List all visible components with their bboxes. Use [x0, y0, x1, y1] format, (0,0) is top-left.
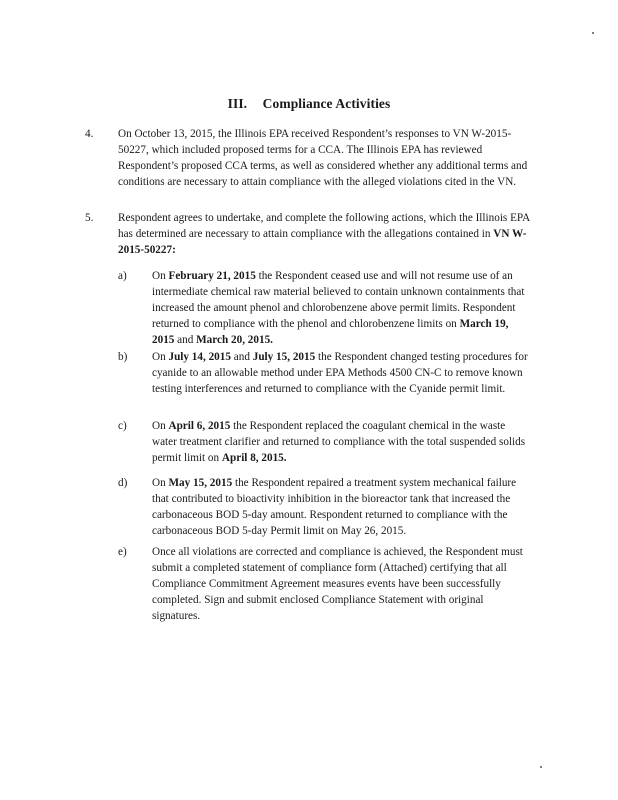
subitem-label: b) [118, 351, 128, 363]
subitem-label: d) [118, 477, 128, 489]
text-run-bold: April 8, 2015. [221, 452, 287, 465]
text-run-bold: July 14, 2015 [168, 351, 231, 363]
paragraph-text [118, 126, 530, 190]
text-run: the Respondent ceased use and will not resume use of an intermediate chemical raw material believed to contain unknown containments that increased the amount phenol and chlorobenzene above permit limits. Respondent returned to compliance with the phenol and chlorobenzene limits on [152, 270, 525, 331]
text-run: On [152, 420, 169, 432]
paragraph-text [118, 210, 530, 258]
text-run: On [152, 477, 169, 489]
paragraph-number: 5. [85, 212, 94, 224]
text-run: and [230, 351, 253, 363]
text-run: Respondent agrees to undertake, and complete the following actions, which the Illinois EPA has determined are necessary to attain compliance with the allegations contained in [118, 212, 530, 241]
section-heading [0, 96, 618, 112]
text-run: Once all violations are corrected and compliance is achieved, the Respondent must submit a completed statement of compliance form (Attached) certifying that all Compliance Commitment Agreement measures events have been successfully completed. Sign and submit enclosed Compliance Statement with original signatures. [152, 546, 523, 623]
subitem-label: c) [118, 420, 127, 432]
text-run-bold: July 15, 2015 [252, 351, 316, 363]
text-run-bold: VN W-2015-50227: [118, 228, 527, 257]
text-run: On October 13, 2015, the Illinois EPA received Respondent’s responses to VN W-2015-50227, which included proposed terms for a CCA. The Illinois EPA has reviewed Respondent’s proposed CCA terms, as well as considered whether any additional terms and conditions are necessary to attain compliance with the alleged violations cited in the VN. [118, 128, 528, 189]
subitem-text [152, 418, 532, 466]
text-run: the Respondent changed testing procedures for cyanide to an allowable method under EPA Methods 4500 CN-C to remove known testing interferences and returned to compliance with the Cyanide permit limit. [152, 351, 528, 396]
text-run-bold: March 20, 2015. [196, 334, 273, 347]
section-title: Compliance Activities [262, 96, 391, 111]
text-run-bold: February 21, 2015 [168, 270, 256, 282]
subitem-text [152, 349, 532, 397]
text-run-bold: April 6, 2015 [168, 420, 231, 432]
text-run-bold: March 19, 2015 [152, 318, 509, 347]
text-run: On [152, 351, 169, 363]
subitem-text [152, 268, 532, 348]
subitem-label: e) [118, 546, 127, 558]
scan-speck [592, 32, 594, 34]
subitem-label: a) [118, 270, 127, 282]
text-run: the Respondent repaired a treatment system mechanical failure that contributed to bioactivity inhibition in the bioreactor tank that increased the carbonaceous BOD 5-day amount. Respondent returned to compliance with the carbonaceous BOD 5-day Permit limit on May 26, 2015. [152, 477, 517, 538]
text-run-bold: May 15, 2015 [168, 477, 233, 489]
subitem-text [152, 475, 532, 539]
paragraph-number: 4. [85, 128, 94, 140]
text-run: and [174, 334, 197, 347]
text-run: On [152, 270, 169, 282]
text-run: the Respondent replaced the coagulant chemical in the waste water treatment clarifier and returned to compliance with the total suspended solids permit limit on [152, 420, 526, 465]
subitem-text [152, 544, 532, 624]
section-number: III. [227, 96, 248, 111]
scan-speck [540, 766, 542, 768]
